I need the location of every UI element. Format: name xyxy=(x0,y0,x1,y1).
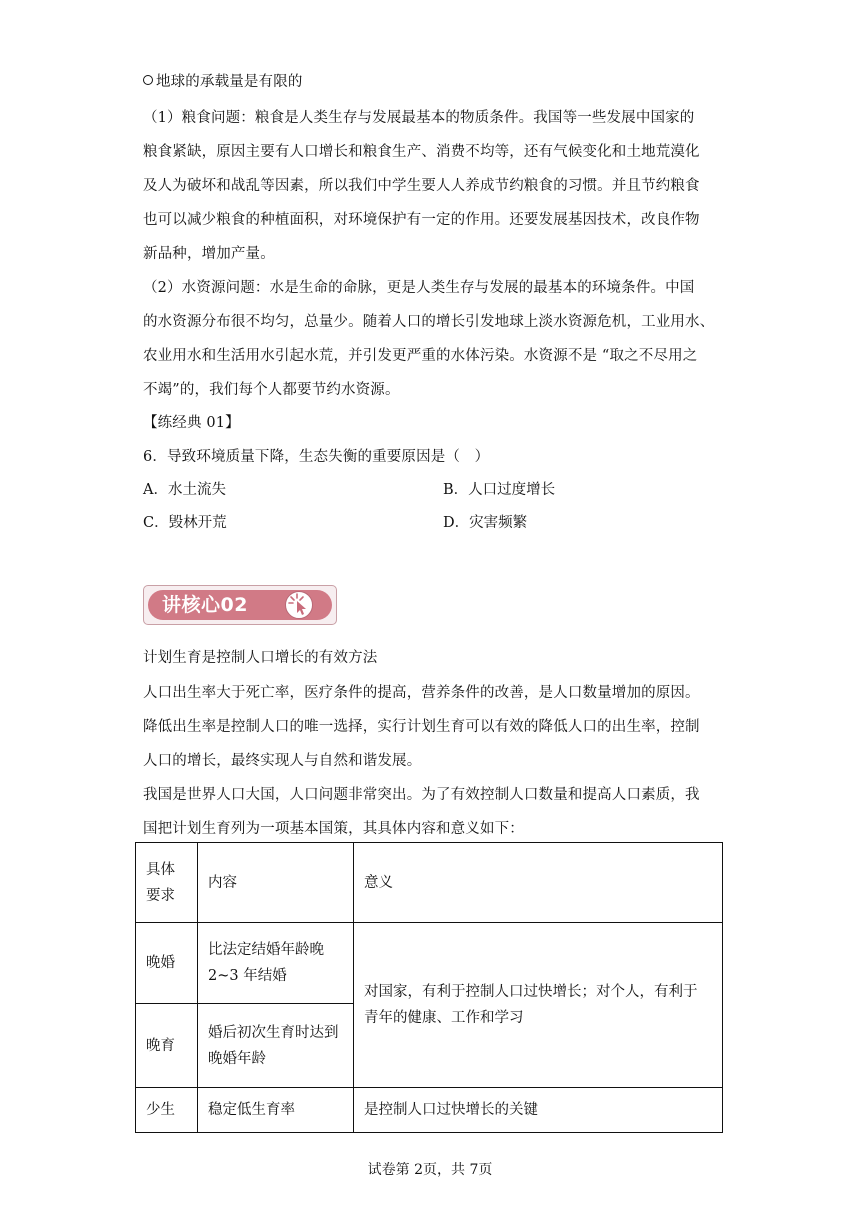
table-cell: 少生 xyxy=(136,1088,198,1133)
paragraph-line: 也可以减少粮食的种植面积，对环境保护有一定的作用。还要发展基因技术，改良作物 xyxy=(143,212,700,228)
table-row xyxy=(136,923,723,1004)
paragraph-line: 我国是世界人口大国，人口问题非常突出。为了有效控制人口数量和提高人口素质，我 xyxy=(143,787,700,803)
paragraph-line: 人口的增长，最终实现人与自然和谐发展。 xyxy=(143,753,422,769)
paragraph-line: 及人为破坏和战乱等因素，所以我们中学生要人人养成节约粮食的习惯。并且节约粮食 xyxy=(143,178,700,194)
paragraph-line: 的水资源分布很不均匀，总量少。随着人口的增长引发地球上淡水资源危机，工业用水、 xyxy=(143,314,715,330)
table-header-cell: 具体 要求 xyxy=(136,843,198,923)
paragraph-line: 不竭”的，我们每个人都要节约水资源。 xyxy=(143,382,400,398)
table-cell: 是控制人口过快增长的关键 xyxy=(354,1088,723,1133)
exercise-label: 【练经典 01】 xyxy=(143,415,240,431)
table-cell: 晚育 xyxy=(136,1004,198,1088)
option-c[interactable]: C．毁林开荒 xyxy=(143,515,227,531)
paragraph-line: 粮食紧缺，原因主要有人口增长和粮食生产、消费不均等，还有气候变化和土地荒漠化 xyxy=(143,144,700,160)
click-cursor-icon xyxy=(285,591,313,619)
section-banner xyxy=(143,585,337,625)
paragraph-line: 农业用水和生活用水引起水荒，并引发更严重的水体污染。水资源不是 “取之不尽用之 xyxy=(143,348,698,364)
banner-title: 讲核心02 xyxy=(162,594,248,616)
table-cell: 婚后初次生育时达到 晚婚年龄 xyxy=(198,1004,354,1088)
table-header-cell: 内容 xyxy=(198,843,354,923)
paragraph-line: 人口出生率大于死亡率，医疗条件的提高，营养条件的改善，是人口数量增加的原因。 xyxy=(143,685,700,701)
paragraph-line: 国把计划生育列为一项基本国策，其具体内容和意义如下： xyxy=(143,821,524,837)
policy-table xyxy=(135,842,723,1133)
page-footer: 试卷第 2页，共 7页 xyxy=(367,1162,493,1178)
table-row xyxy=(136,1088,723,1133)
paragraph-line: （1）粮食问题：粮食是人类生存与发展最基本的物质条件。我国等一些发展中国家的 xyxy=(143,110,695,126)
section-subheading: 计划生育是控制人口增长的有效方法 xyxy=(143,650,378,666)
paragraph-line: 降低出生率是控制人口的唯一选择，实行计划生育可以有效的降低人口的出生率，控制 xyxy=(143,719,700,735)
table-header-cell: 意义 xyxy=(354,843,723,923)
circle-bullet-icon xyxy=(143,75,153,85)
table-cell: 对国家，有利于控制人口过快增长；对个人，有利于 青年的健康、工作和学习 xyxy=(354,923,723,1088)
option-a[interactable]: A．水土流失 xyxy=(143,482,226,498)
paragraph-line: （2）水资源问题：水是生命的命脉，更是人类生存与发展的最基本的环境条件。中国 xyxy=(143,280,695,296)
option-b[interactable]: B．人口过度增长 xyxy=(443,482,556,498)
table-cell: 稳定低生育率 xyxy=(198,1088,354,1133)
section-heading: 地球的承载量是有限的 xyxy=(143,72,303,92)
paragraph-line: 新品种，增加产量。 xyxy=(143,246,275,262)
table-cell: 晚婚 xyxy=(136,923,198,1004)
question-text: 6．导致环境质量下降，生态失衡的重要原因是（ ） xyxy=(143,449,490,465)
table-cell: 比法定结婚年龄晚 2~3 年结婚 xyxy=(198,923,354,1004)
option-d[interactable]: D．灾害频繁 xyxy=(443,515,528,531)
table-header-row xyxy=(136,843,723,923)
